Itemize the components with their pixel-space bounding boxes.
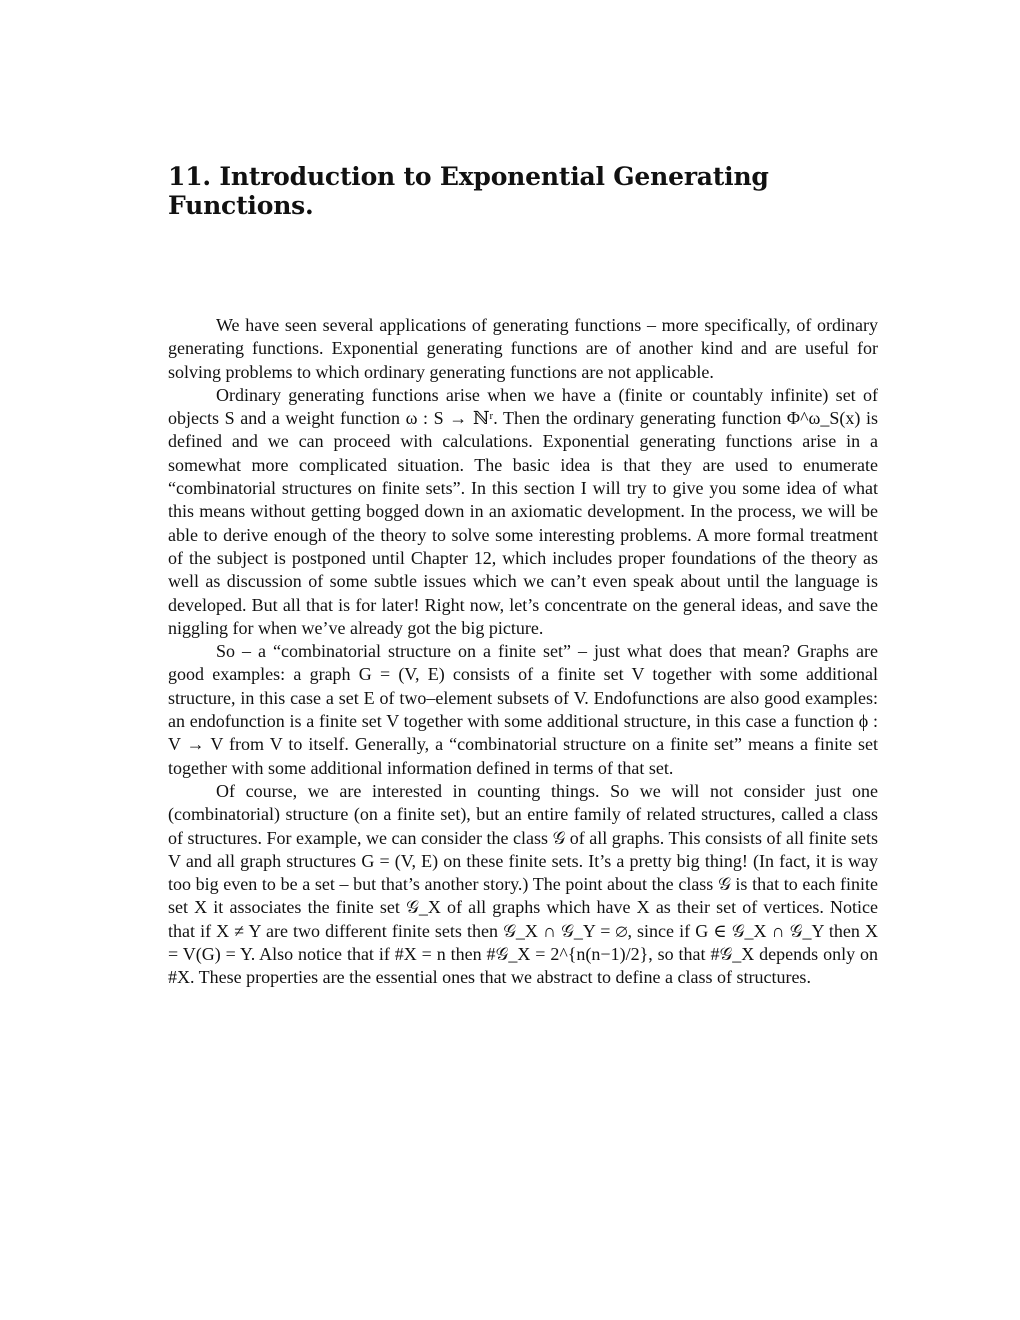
paragraph-combinatorial-structure: So – a “combinatorial structure on a finite set” – just what does that mean? Graphs are good examples: a graph G = (V, E) consists of a finite set V together with some additional structure, in this case a set E of two–element subsets of V. Endofunctions are also good examples: an endofunction is a finite set V together with some additional structure, in this case a function ϕ : V → V from V to itself. Generally, a “combinatorial structure on a finite set” means a finite set together with some additional information defined in terms of that set. xyxy=(168,641,878,778)
paragraph-class-of-structures: Of course, we are interested in counting things. So we will not consider just one (combinatorial) structure (on a finite set), but an entire family of related structures, called a class of structures. For example, we can consider the class 𝒢 of all graphs. This consists of all finite sets V and all graph structures G = (V, E) on these finite sets. It’s a pretty big thing! (In fact, it is way too big even to be a set – but that’s another story.) The point about the class 𝒢 is that to each finite set X it associates the finite set 𝒢_X of all graphs which have X as their set of vertices. Notice that if X ≠ Y are two different finite sets then 𝒢_X ∩ 𝒢_Y = ∅, since if G ∈ 𝒢_X ∩ 𝒢_Y then X = V(G) = Y. Also notice that if #X = n then #𝒢_X = 2^{n(n−1)/2}, so that #𝒢_X depends only on #X. These properties are the essential ones that we abstract to define a class of structures. xyxy=(168,780,878,988)
body-text xyxy=(168,314,878,990)
paragraph-ordinary-generating-functions: Ordinary generating functions arise when we have a (finite or countably infinite) set of objects S and a weight function ω : S → ℕʳ. Then the ordinary generating function Φ^ω_S(x) is defined and we can proceed with calculations. Exponential generating functions arise in a somewhat more complicated situation. The basic idea is that they are used to enumerate “combinatorial structures on finite sets”. In this section I will try to give you some idea of what this means without getting bogged down in an axiomatic development. In the process, we will be able to derive enough of the theory to solve some interesting problems. A more formal treatment of the subject is postponed until Chapter 12, which includes proper foundations of the theory as well as discussion of some subtle issues which we can’t even speak about until the language is developed. But all that is for later! Right now, let’s concentrate on the general ideas, and save the niggling for when we’ve already got the big picture. xyxy=(168,384,878,638)
chapter-title: 11. Introduction to Exponential Generating Functions. xyxy=(168,162,769,220)
paragraph-intro: We have seen several applications of generating functions – more specifically, of ordinary generating functions. Exponential generating functions are of another kind and are useful for solving problems to which ordinary generating functions are not applicable. xyxy=(168,315,878,382)
